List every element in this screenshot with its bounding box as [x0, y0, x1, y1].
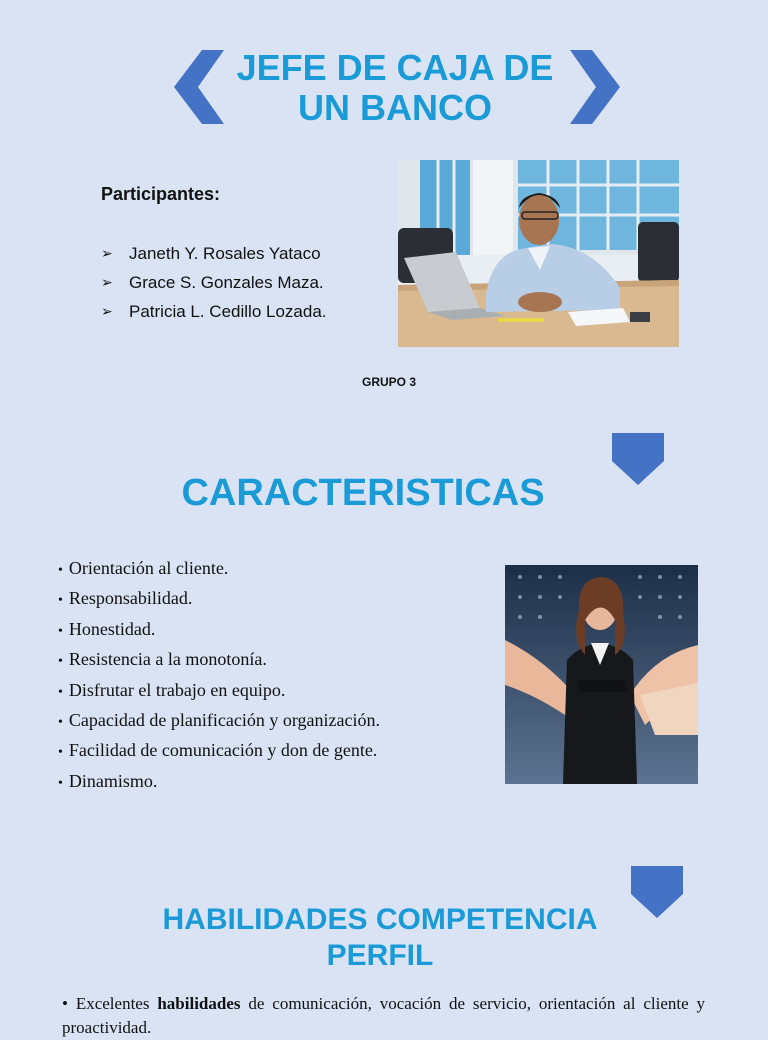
skills-title: HABILIDADES COMPETENCIA PERFIL [162, 903, 598, 972]
page-title: JEFE DE CAJA DE UN BANCO [236, 47, 554, 128]
chevron-right-icon [570, 50, 620, 124]
participant-name: Patricia L. Cedillo Lozada. [129, 302, 327, 321]
businesswoman-photo [505, 565, 698, 784]
participant-name: Janeth Y. Rosales Yataco [129, 244, 321, 263]
participants-list [101, 239, 327, 326]
characteristics-title: CARACTERISTICAS [181, 472, 545, 514]
group-label: GRUPO 3 [362, 375, 417, 389]
list-item: • Capacidad de planificación y organización. [58, 709, 380, 730]
skills-paragraph: • Excelentes habilidades de comunicación, vocación de servicio, orientación al cliente y proactividad. [62, 994, 706, 1037]
list-item [101, 239, 327, 268]
arrow-bullet-icon: ➢ [101, 245, 113, 261]
arrow-bullet-icon: ➢ [101, 303, 113, 319]
list-item: • Responsabilidad. [58, 588, 193, 609]
list-item [101, 297, 327, 326]
participants-label: Participantes: [101, 184, 221, 204]
office-man-photo [398, 160, 679, 347]
list-item: • Orientación al cliente. [58, 558, 229, 578]
list-item: • Dinamismo. [58, 770, 158, 791]
list-item [101, 268, 327, 297]
arrow-bullet-icon: ➢ [101, 274, 113, 290]
list-item: • Disfrutar el trabajo en equipo. [58, 679, 286, 700]
participant-name: Grace S. Gonzales Maza. [129, 273, 324, 292]
characteristics-list [58, 553, 380, 796]
list-item: • Resistencia a la monotonía. [58, 649, 267, 670]
list-item: • Honestidad. [58, 618, 156, 639]
list-item: • Facilidad de comunicación y don de gente. [58, 740, 378, 761]
